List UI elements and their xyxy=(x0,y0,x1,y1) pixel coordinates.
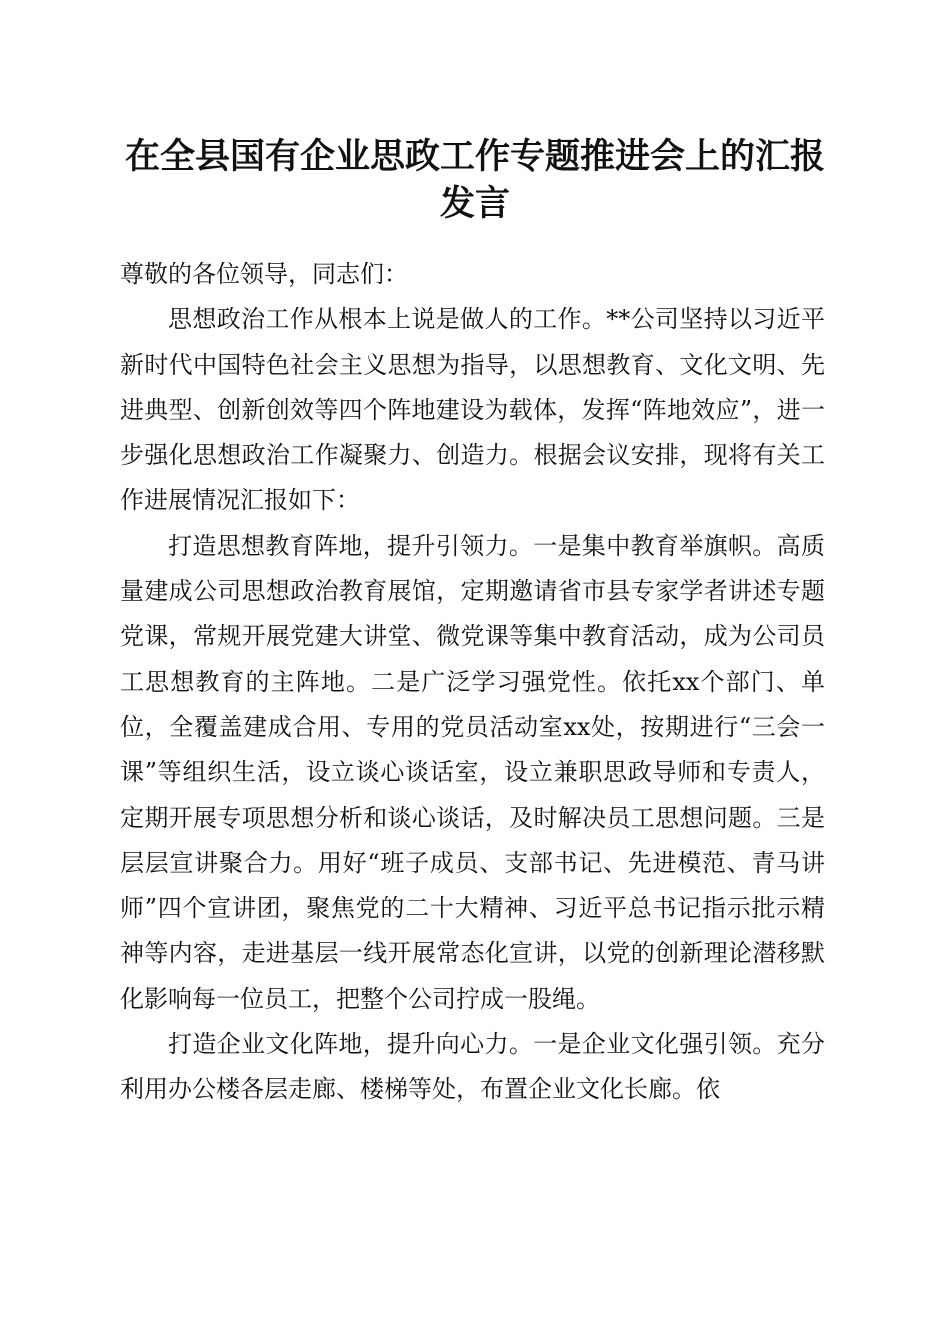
document-title: 在全县国有企业思政工作专题推进会上的汇报发言 xyxy=(124,136,825,224)
paragraph-corporate-culture: 打造企业文化阵地，提升向心力。一是企业文化强引领。充分利用办公楼各层走廊、楼梯等处，布置企业文化长廊。依 xyxy=(120,1030,825,1104)
salutation: 尊敬的各位领导，同志们： xyxy=(120,260,408,288)
document-body xyxy=(120,252,825,1113)
paragraph-ideological-education: 打造思想教育阵地，提升引领力。一是集中教育举旗帜。高质量建成公司思想政治教育展馆，定期邀请省市县专家学者讲述专题党课，常规开展党建大讲堂、微党课等集中教育活动，成为公司员工思想教育的主阵地。二是广泛学习强党性。依托xx个部门、单位，全覆盖建成合用、专用的党员活动室xx处，按期进行“三会一课”等组织生活，设立谈心谈话室，设立兼职思政导师和专责人，定期开展专项思想分析和谈心谈话，及时解决员工思想问题。三是层层宣讲聚合力。用好“班子成员、支部书记、先进模范、青马讲师”四个宣讲团，聚焦党的二十大精神、习近平总书记指示批示精神等内容，走进基层一线开展常态化宣讲，以党的创新理论潜移默化影响每一位员工，把整个公司拧成一股绳。 xyxy=(120,531,825,1013)
paragraph-intro: 思想政治工作从根本上说是做人的工作。**公司坚持以习近平新时代中国特色社会主义思想为指导，以思想教育、文化文明、先进典型、创新创效等四个阵地建设为载体，发挥“阵地效应”，进一步强化思想政治工作凝聚力、创造力。根据会议安排，现将有关工作进展情况汇报如下： xyxy=(120,305,825,515)
